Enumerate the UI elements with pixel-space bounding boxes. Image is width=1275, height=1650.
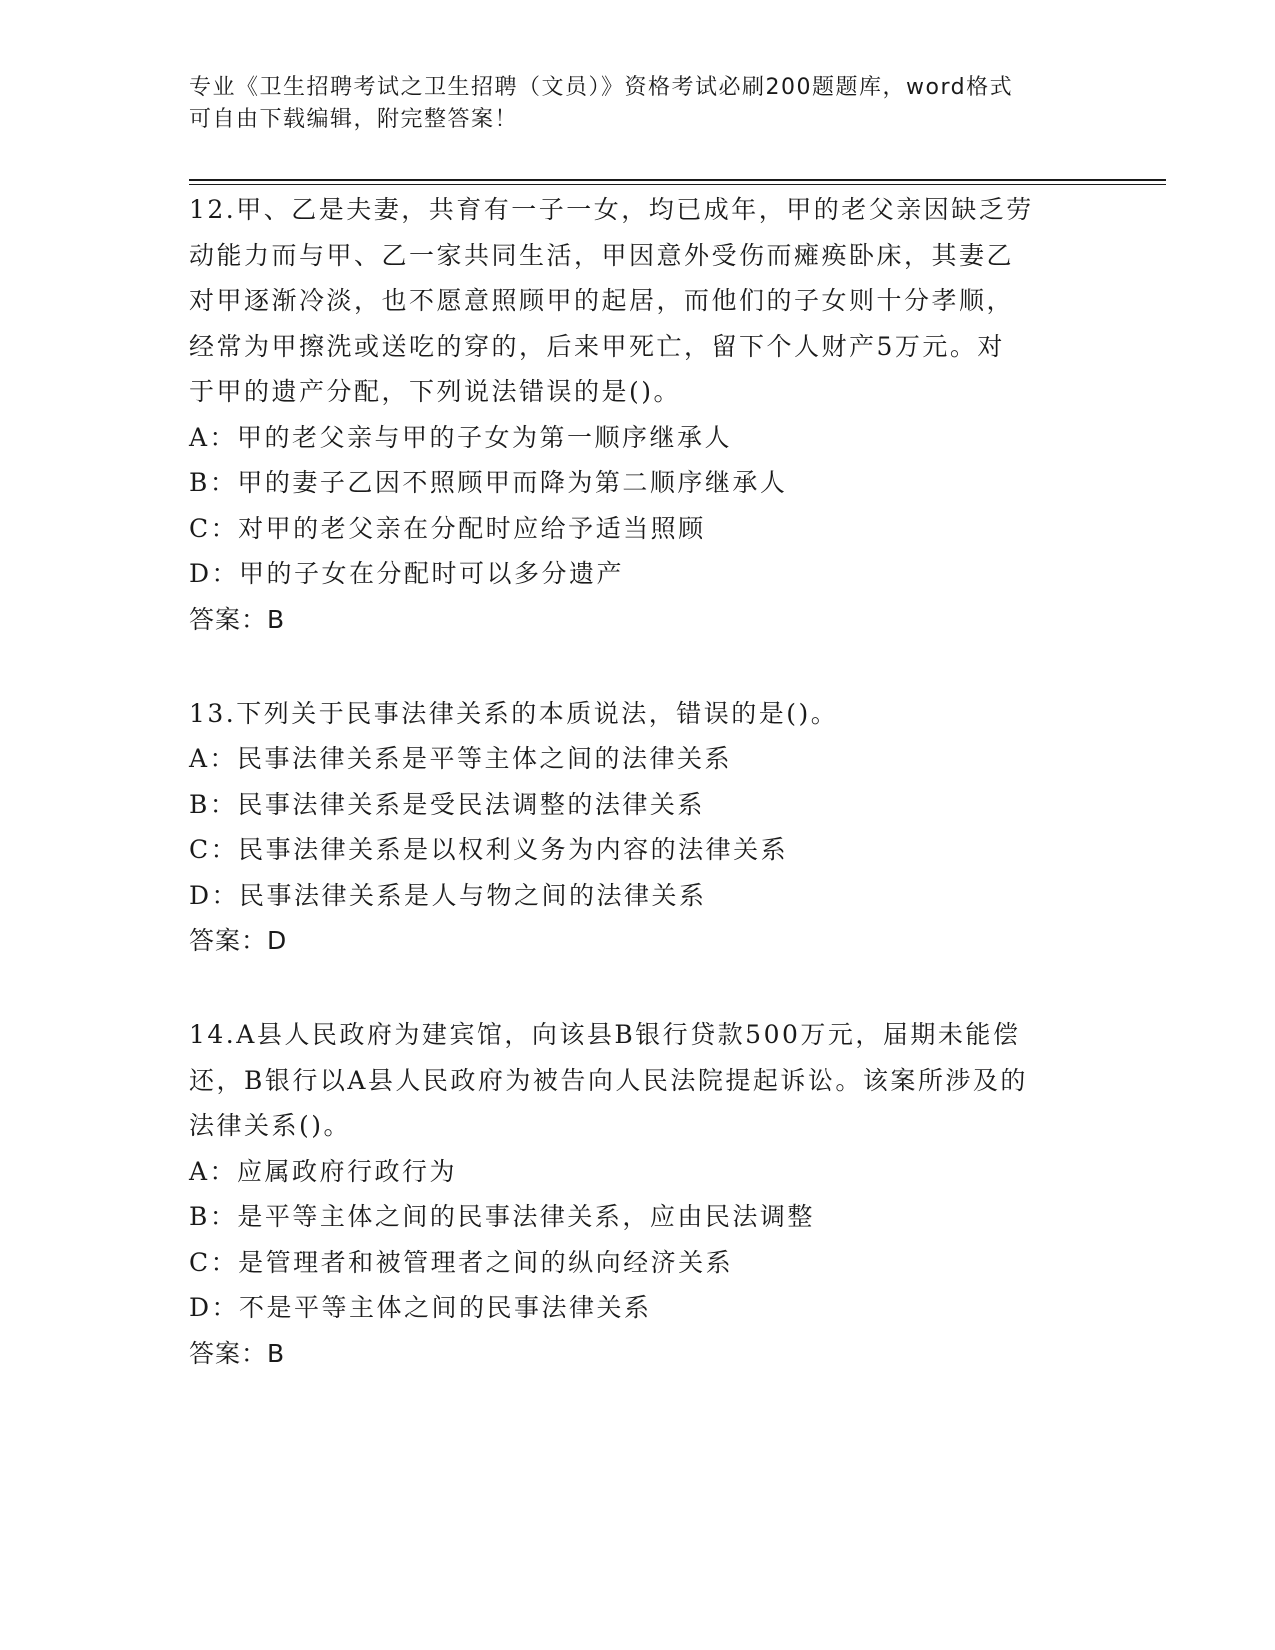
option-c: C：是管理者和被管理者之间的纵向经济关系 [189,1247,734,1277]
question-stem-line: 13.下列关于民事法律关系的本质说法，错误的是()。 [189,698,839,728]
option-b: B：甲的妻子乙因不照顾甲而降为第二顺序继承人 [189,468,788,497]
question-list [189,187,1089,1425]
question-stem-line: 12.甲、乙是夫妻，共育有一子一女，均已成年，甲的老父亲因缺乏劳 [189,195,1034,224]
option-c: C：对甲的老父亲在分配时应给予适当照顾 [189,513,706,543]
header-title-line-1: 专业《卫生招聘考试之卫生招聘（文员）》资格考试必刷200题题库，word格式 [189,75,1014,100]
question-stem-line: 对甲逐渐冷淡，也不愿意照顾甲的起居，而他们的子女则十分孝顺， [189,286,1015,315]
question-stem-line: 法律关系()。 [189,1111,352,1140]
option-a: A：应属政府行政行为 [189,1156,458,1186]
answer-label: 答案：D [189,926,288,955]
question-13 [189,691,1089,965]
header-divider-thick [189,179,1166,181]
question-stem-line: 还，B银行以A县人民政府为被告向人民法院提起诉讼。该案所涉及的 [189,1065,1028,1095]
answer-label: 答案：B [189,604,286,634]
question-stem-line: 经常为甲擦洗或送吃的穿的，后来甲死亡，留下个人财产5万元。对 [189,331,1005,361]
question-14 [189,1012,1089,1377]
question-12 [189,187,1089,643]
option-c: C：民事法律关系是以权利义务为内容的法律关系 [189,835,789,864]
option-b: B：民事法律关系是受民法调整的法律关系 [189,789,705,819]
header-divider-thin [189,184,1166,185]
document-header [189,72,1069,136]
answer-label: 答案：B [189,1338,286,1368]
question-stem-line: 动能力而与甲、乙一家共同生活，甲因意外受伤而瘫痪卧床，其妻乙 [189,240,1015,270]
option-d: D：不是平等主体之间的民事法律关系 [189,1293,652,1322]
option-d: D：民事法律关系是人与物之间的法律关系 [189,880,707,910]
question-stem-line: 于甲的遗产分配，下列说法错误的是()。 [189,377,682,406]
header-title-line-2: 可自由下载编辑，附完整答案！ [189,107,519,132]
option-a: A：民事法律关系是平等主体之间的法律关系 [189,744,733,773]
option-b: B：是平等主体之间的民事法律关系，应由民法调整 [189,1202,815,1231]
option-d: D：甲的子女在分配时可以多分遗产 [189,559,625,588]
question-stem-line: 14.A县人民政府为建宾馆，向该县B银行贷款500万元，届期未能偿 [189,1020,1021,1049]
option-a: A：甲的老父亲与甲的子女为第一顺序继承人 [189,422,733,452]
